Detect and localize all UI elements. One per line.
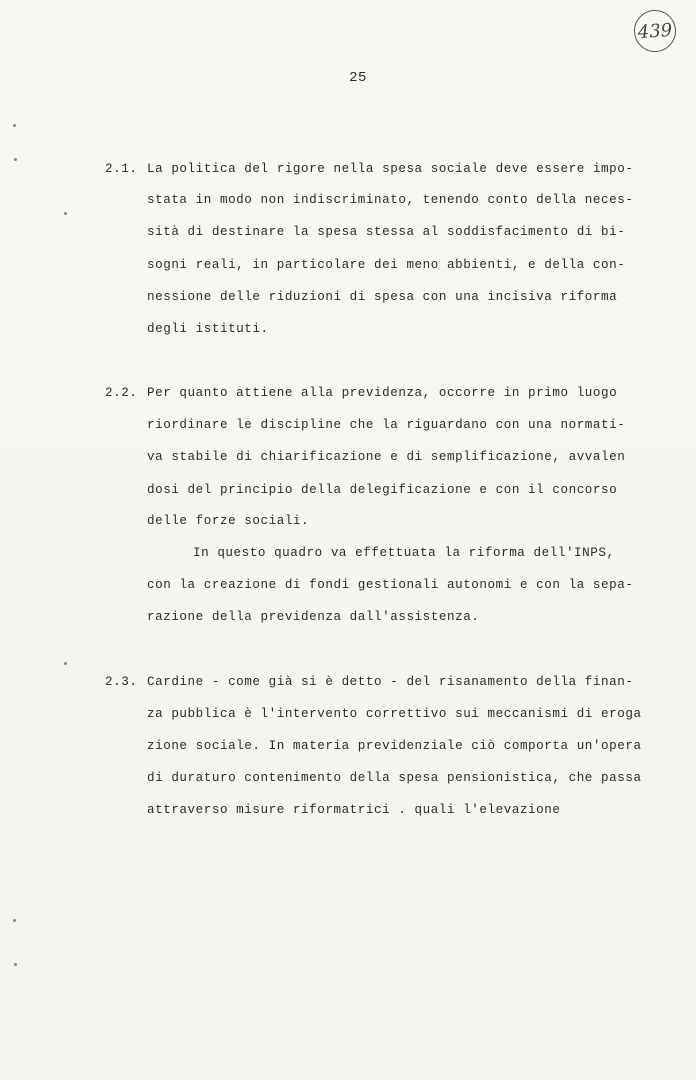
paragraph-line: riordinare le discipline che la riguardano con una normati- (147, 418, 626, 432)
archive-number-stamp: 439 (633, 9, 678, 54)
paragraph-line: degli istituti. (147, 322, 269, 336)
paragraph-line: za pubblica è l'intervento correttivo sui meccanismi di eroga (147, 707, 642, 721)
paragraph-line: attraverso misure riformatrici . quali l'elevazione (147, 803, 561, 817)
paragraph-line: Per quanto attiene alla previdenza, occorre in primo luogo (147, 386, 618, 400)
paragraph-line: In questo quadro va effettuata la riforma dell'INPS, (193, 546, 615, 560)
paragraph-line: stata in modo non indiscriminato, tenendo conto della neces- (147, 193, 634, 207)
section-number: 2.3. (105, 675, 138, 689)
paragraph-line: di duraturo contenimento della spesa pensionistica, che passa (147, 771, 642, 785)
scan-speck (64, 212, 67, 215)
scan-speck (13, 124, 16, 127)
scan-speck (14, 158, 17, 161)
paragraph-line: delle forze sociali. (147, 514, 310, 528)
paragraph-line: razione della previdenza dall'assistenza. (147, 610, 480, 624)
paragraph-line: nessione delle riduzioni di spesa con una incisiva riforma (147, 290, 618, 304)
scan-speck (64, 662, 67, 665)
paragraph-line: con la creazione di fondi gestionali autonomi e con la sepa- (147, 578, 634, 592)
scan-speck (13, 919, 16, 922)
paragraph-line: dosi del principio della delegificazione e con il concorso (147, 483, 618, 497)
paragraph-line: Cardine - come già si è detto - del risanamento della finan- (147, 675, 634, 689)
page-number: 25 (349, 70, 367, 86)
paragraph-line: La politica del rigore nella spesa sociale deve essere impo- (147, 162, 634, 176)
paragraph-line: va stabile di chiarificazione e di semplificazione, avvalen (147, 450, 626, 464)
section-number: 2.1. (105, 162, 138, 176)
paragraph-line: sogni reali, in particolare dei meno abbienti, e della con- (147, 258, 626, 272)
paragraph-line: sità di destinare la spesa stessa al soddisfacimento di bi- (147, 225, 626, 239)
paragraph-line: zione sociale. In materia previdenziale ciò comporta un'opera (147, 739, 642, 753)
section-number: 2.2. (105, 386, 138, 400)
scan-speck (14, 963, 17, 966)
